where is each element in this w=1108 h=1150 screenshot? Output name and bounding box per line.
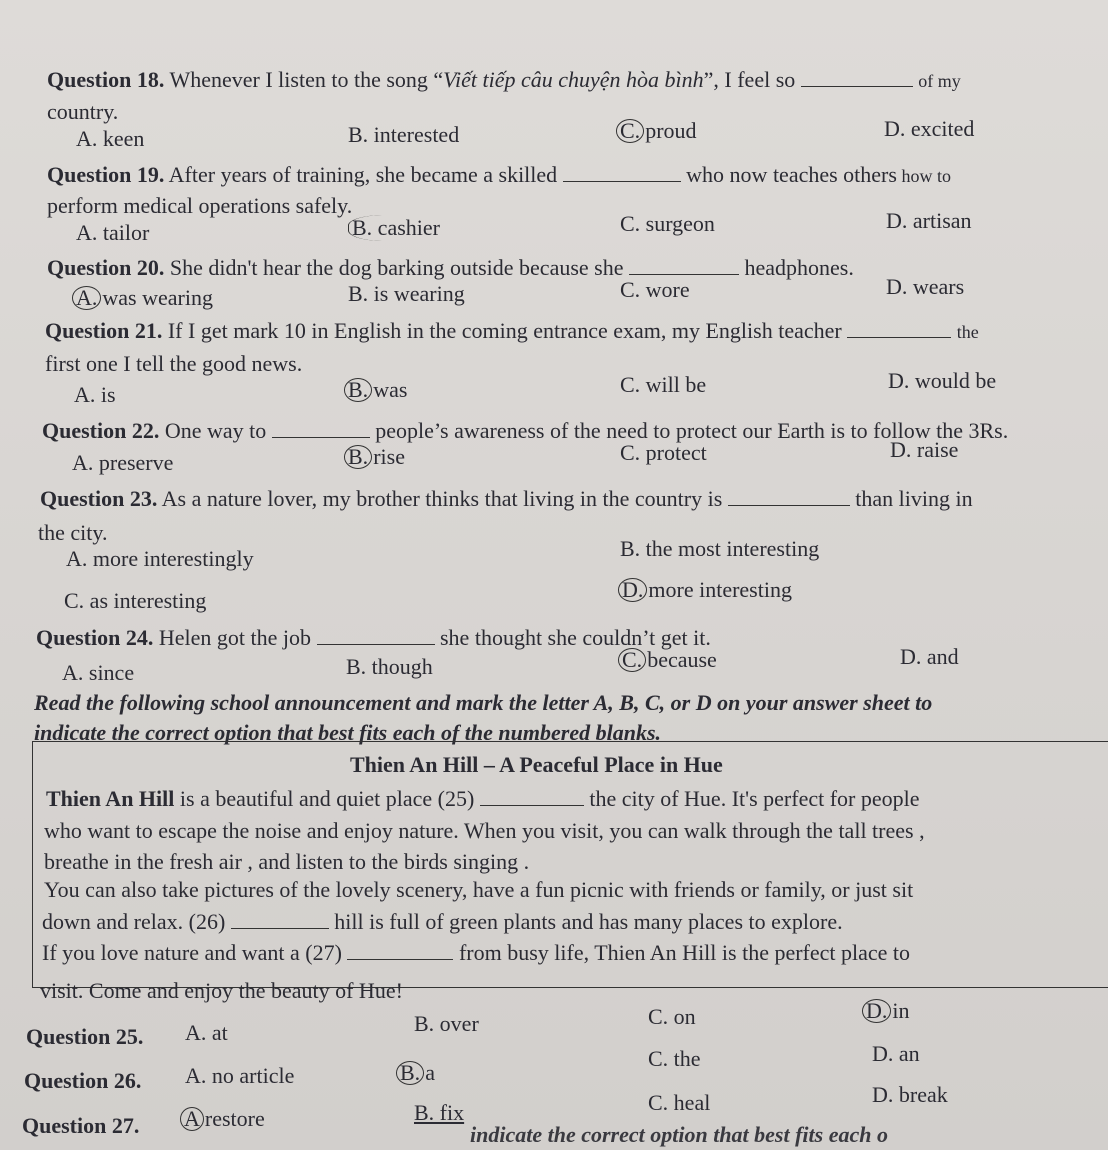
option-text: A. keen [76,126,145,151]
option-text: B. the most interesting [620,536,820,561]
q24-option-d[interactable] [900,644,959,670]
question-22-stem [42,418,1008,444]
option-text: C. protect [620,440,707,465]
option-text: was [373,377,408,402]
question-18-text-c: of my [918,71,961,91]
question-27-row [22,1113,139,1139]
q19-option-b[interactable] [348,215,440,241]
question-19-stem [47,162,951,189]
passage-line-6 [42,940,910,966]
answer-blank[interactable] [728,487,850,506]
question-25-label: Question 25. [26,1024,144,1049]
q27-option-b[interactable] [414,1100,464,1126]
q20-option-a[interactable] [72,285,213,311]
question-24-text-b: she thought she couldn’t get it. [440,625,711,650]
option-text: B. fix [414,1100,465,1125]
question-27-label: Question 27. [22,1113,140,1138]
option-text: B. cashier [348,215,440,241]
answer-circle-mark: B. [344,378,372,402]
option-text: A. tailor [76,220,150,245]
answer-blank[interactable] [272,419,370,438]
question-22-text-a: One way to [164,418,267,443]
question-26-label: Question 26. [24,1068,142,1093]
option-text: D. would be [888,368,997,393]
q20-option-b[interactable] [348,281,465,307]
option-text: A. preserve [72,450,174,475]
answer-blank[interactable] [480,787,584,806]
answer-circle-mark: B. [396,1061,424,1085]
option-text: restore [204,1106,265,1131]
question-19-text-b: who now teaches others [686,162,897,187]
question-26-row [24,1068,141,1094]
option-text: because [647,647,717,672]
question-25-row [26,1024,143,1050]
question-21-label: Question 21. [45,318,163,343]
question-18-text-b: ”, I feel so [703,67,796,92]
option-text: C. heal [648,1090,711,1115]
question-19-text-a: After years of training, she became a skilled [168,162,558,187]
passage-text: hill is full of green plants and has many places to explore. [328,909,843,934]
q22-option-b[interactable] [344,444,405,470]
q18-option-b[interactable] [348,122,459,148]
question-23-stem [40,486,973,512]
q24-option-b[interactable] [346,654,433,680]
answer-circle-mark: A [180,1107,204,1131]
q23-option-c[interactable] [64,588,206,614]
q22-option-c[interactable] [620,440,707,466]
question-18-stem [47,67,961,94]
passage-place-name: Thien An Hill [46,786,175,811]
question-24-text-a: Helen got the job [158,625,311,650]
question-20-text-b: headphones. [744,255,854,280]
q25-option-d[interactable] [862,998,910,1024]
question-23-text-c: the city. [38,520,108,545]
q25-option-a[interactable] [185,1020,228,1046]
option-text: A. since [62,660,135,685]
option-text: D. artisan [886,208,972,233]
question-24-stem [36,625,711,651]
question-19-label: Question 19. [47,162,165,187]
q20-option-d[interactable] [886,274,964,300]
answer-circle-mark: C. [616,119,644,143]
q22-option-a[interactable] [72,450,173,476]
option-text: rise [373,444,405,469]
answer-circle-mark: C. [618,648,646,672]
passage-line-2: who want to escape the noise and enjoy nature. When you visit, you can walk through the tall trees , [44,818,925,843]
q25-option-c[interactable] [648,1004,696,1030]
q19-option-d[interactable] [886,208,972,234]
q25-option-b[interactable] [414,1011,479,1037]
q24-option-a[interactable] [62,660,134,686]
option-text: B. interested [348,122,460,147]
option-text: A. more interestingly [66,546,254,571]
answer-blank[interactable] [847,319,951,338]
answer-blank[interactable] [629,256,739,275]
question-20-text-a: She didn't hear the dog barking outside because she [169,255,624,280]
option-text: more interesting [648,577,792,602]
q20-option-c[interactable] [620,277,690,303]
passage-text: is a beautiful and quiet place (25) [174,786,480,811]
passage-line-1 [46,786,920,812]
q21-option-c[interactable] [620,372,706,398]
question-18-text-a: Whenever I listen to the song “ [169,67,444,92]
passage-line-3: breathe in the fresh air , and listen to the birds singing . [44,849,530,874]
option-text: C. the [648,1046,701,1071]
answer-circle-mark: D. [862,999,891,1023]
option-text: D. break [872,1082,948,1107]
q23-option-b[interactable] [620,536,819,562]
q21-option-b[interactable] [344,377,407,403]
option-text: C. on [648,1004,696,1029]
q26-option-a[interactable] [185,1063,294,1089]
q18-option-c[interactable] [616,118,697,144]
option-text: a [425,1060,435,1085]
q18-option-a[interactable] [76,126,144,152]
question-18-song-title: Viết tiếp câu chuyện hòa bình [443,67,704,92]
q19-option-c[interactable] [620,211,715,237]
passage-line-7: visit. Come and enjoy the beauty of Hue! [40,978,403,1003]
passage-text: If you love nature and want a (27) [42,940,348,965]
answer-circle-mark: A. [72,286,101,310]
passage-text: the city of Hue. It's perfect for people [583,786,920,811]
option-text: B. over [414,1011,479,1036]
question-18-text-d: country. [47,99,119,124]
option-text: D. wears [886,274,965,299]
q23-option-d[interactable] [618,577,792,603]
option-text: B. is wearing [348,281,465,306]
answer-blank[interactable] [563,163,681,182]
question-21-text-b: the [956,322,979,342]
reading-instructions-line-2: indicate the correct option that best fits each of the numbered blanks. [34,720,661,745]
passage-line-4: You can also take pictures of the lovely scenery, have a fun picnic with friends or family, or just sit [44,877,914,902]
question-20-label: Question 20. [47,255,165,280]
q18-option-d[interactable] [884,116,974,142]
q26-option-d[interactable] [872,1041,920,1067]
q27-option-c[interactable] [648,1090,710,1116]
question-21-stem [45,318,979,345]
passage-title: Thien An Hill – A Peaceful Place in Hue [350,752,723,777]
option-text: B. though [346,654,433,679]
question-23-text-b: than living in [855,486,973,511]
option-text: C. surgeon [620,211,715,236]
option-text: D. and [900,644,959,669]
question-21-text-a: If I get mark 10 in English in the coming entrance exam, my English teacher [167,318,842,343]
option-text: C. as interesting [64,588,207,613]
question-19-text-d: perform medical operations safely. [47,193,353,218]
option-text: D. an [872,1041,920,1066]
answer-circle-mark: B. [344,445,372,469]
answer-blank[interactable] [317,626,435,645]
q27-option-a[interactable] [180,1106,265,1132]
q27-option-d[interactable] [872,1082,948,1108]
question-22-label: Question 22. [42,418,160,443]
option-text: was wearing [102,285,213,310]
answer-blank[interactable] [347,941,453,960]
question-21-text-c: first one I tell the good news. [45,351,303,376]
reading-instructions-line-1: Read the following school announcement and mark the letter A, B, C, or D on your answer sheet to [34,690,933,715]
passage-line-5 [42,909,843,935]
option-text: C. will be [620,372,707,397]
option-text: proud [645,118,697,143]
q26-option-b[interactable] [396,1060,435,1086]
q21-option-a[interactable] [74,382,116,408]
option-text: A. at [185,1020,228,1045]
option-text: D. raise [890,437,959,462]
option-text: D. excited [884,116,975,141]
option-text: C. wore [620,277,690,302]
question-19-text-c: how to [896,166,951,186]
question-22-text-b: people’s awareness of the need to protect our Earth is to follow the 3Rs. [375,418,1009,443]
passage-text: down and relax. (26) [42,909,231,934]
question-18-label: Question 18. [47,67,165,92]
q24-option-c[interactable] [618,647,717,673]
cut-off-instruction-text: indicate the correct option that best fits each o [470,1122,888,1147]
question-20-stem [47,255,854,281]
q21-option-d[interactable] [888,368,996,394]
q26-option-c[interactable] [648,1046,701,1072]
option-text: in [892,998,910,1023]
q19-option-a[interactable] [76,220,149,246]
answer-blank[interactable] [231,910,329,929]
answer-blank[interactable] [801,68,913,87]
option-text: A. no article [185,1063,295,1088]
passage-text: from busy life, Thien An Hill is the perfect place to [453,940,911,965]
q23-option-a[interactable] [66,546,254,572]
q22-option-d[interactable] [890,437,958,463]
option-text: A. is [74,382,116,407]
question-23-text-a: As a nature lover, my brother thinks that living in the country is [161,486,723,511]
question-24-label: Question 24. [36,625,154,650]
question-23-label: Question 23. [40,486,158,511]
answer-circle-mark: D. [618,578,647,602]
